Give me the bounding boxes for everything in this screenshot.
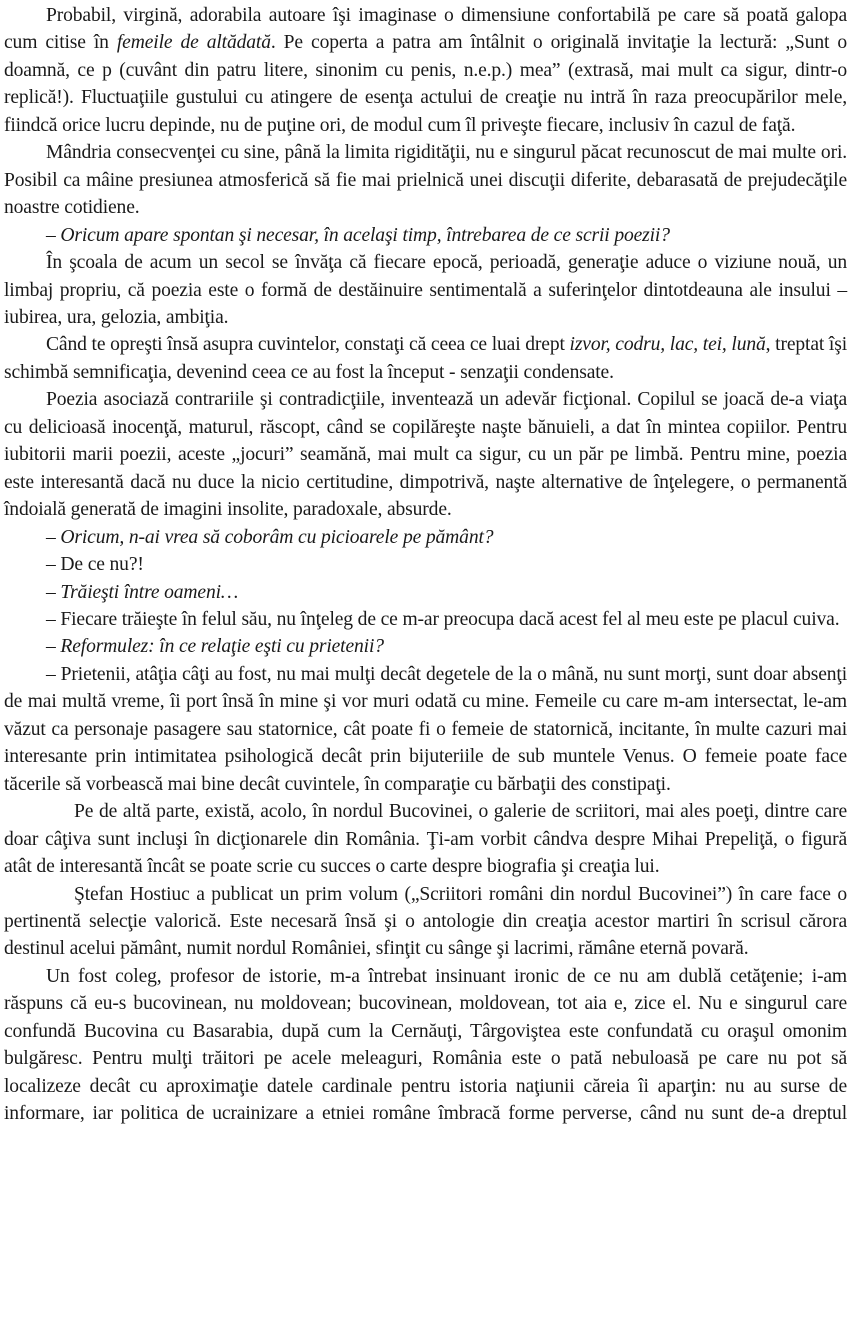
paragraph-text: – De ce nu?! — [46, 554, 144, 576]
document-page — [4, 2, 847, 1128]
body-paragraph — [4, 606, 847, 633]
body-paragraph — [4, 551, 847, 578]
paragraph-text: Poezia asociază contrariile şi contradicţiile, inventează un adevăr ficţional. Copilul se joacă de-a viaţa cu delicioasă inocenţă, maturul, răscopt, când se copilăreşte naşte bănuieli, a dat în mintea copiilor. Pentru iubitorii marii poezii, aceste „jocuri” seamănă, mai mult ca sigur, cu un păr pe limbă. Pentru mine, poezia este interesantă dacă nu duce la nicio certitudine, dimpotrivă, naşte alternative de înţelegere, o permanentă îndoială generată de imagini insolite, paradoxale, absurde. — [4, 389, 847, 521]
interview-question — [4, 222, 847, 249]
paragraph-text: – Prietenii, atâţia câţi au fost, nu mai mulţi decât degetele de la o mână, nu sunt morţi, sunt doar absenţi de mai multă vreme, îi port însă în mine şi vor muri odată cu mine. Femeile cu care m-am intersectat, le-am văzut ca personaje pasagere sau statornice, cât poate fi o femeie de statornică, incitante, în multe cazuri mai interesante prin intimitatea psihologică decât prin bijuteriile de sub muntele Venus. O femeie poate face tăcerile să vorbească mai bine decât cuvintele, în comparaţie cu bărbaţii des constipaţi. — [4, 663, 847, 795]
interview-question — [4, 524, 847, 551]
body-paragraph — [4, 963, 847, 1128]
italic-text: Oricum, n-ai vrea să coborâm cu picioarele pe pământ? — [60, 526, 494, 548]
body-paragraph — [4, 2, 847, 139]
paragraph-text: Mândria consecvenţei cu sine, până la limita rigidităţii, nu e singurul păcat recunoscut de mai multe ori. Posibil ca mâine presiunea atmosferică să fie mai prielnică unei discuţii diferite, debarasată de prejudecăţile noastre cotidiene. — [4, 142, 847, 219]
paragraph-text: Un fost coleg, profesor de istorie, m-a întrebat insinuant ironic de ce nu am dublă cetăţenie; i-am răspuns că eu-s bucovinean, nu moldovean; bucovinean, moldovean, tot aia e, zice el. Nu e singurul care confundă Bucovina cu Basarabia, după cum la Cernăuţi, Târgoviştea este confundată cu oraşul omonim bulgăresc. Pentru mulţi trăitori pe acele meleaguri, România este o pată nebuloasă pe care nu pot să localizeze decât cu aproximaţie datele cardinale pentru istoria naţiunii căreia îi aparţin: nu au surse de informare, iar politica de ucrainizare a etniei române îmbracă forme perverse, când nu sunt de-a dreptul — [4, 965, 847, 1125]
paragraph-text: Când te opreşti însă asupra cuvintelor, constaţi că ceea ce luai drept — [46, 334, 570, 356]
body-paragraph — [4, 249, 847, 331]
italic-text: Reformulez: în ce relaţie eşti cu prietenii? — [60, 636, 384, 658]
paragraph-text: – — [46, 526, 61, 548]
paragraph-text: – Fiecare trăieşte în felul său, nu înţeleg de ce m-ar preocupa dacă acest fel al meu este pe placul cuiva. — [46, 608, 840, 630]
body-paragraph — [4, 139, 847, 221]
paragraph-text: Ştefan Hostiuc a publicat un prim volum („Scriitori români din nordul Bucovinei”) în care face o pertinentă selecţie valorică. Este necesară însă şi o antologie din creaţia acestor martiri în scrisul cărora destinul acelui pământ, numit nordul României, sfinţit cu sânge şi lacrimi, rămâne eternă povară. — [4, 883, 847, 960]
italic-text: Trăieşti între oameni… — [60, 581, 239, 603]
interview-question — [4, 633, 847, 660]
paragraph-text: – — [46, 581, 61, 603]
italic-text: femeile de altădată — [116, 32, 271, 54]
paragraph-text: Pe de altă parte, există, acolo, în nordul Bucovinei, o galerie de scriitori, mai ales poeţi, dintre care doar câţiva sunt incluşi în dicţionarele din România. Ţi-am vorbit cândva despre Mihai Prepeliţă, o figură atât de interesantă încât se poate scrie cu succes o carte despre biografia şi creaţia lui. — [4, 801, 847, 878]
body-paragraph — [4, 331, 847, 386]
body-paragraph — [4, 661, 847, 798]
paragraph-text: Probabil, virgină, adorabila autoare îşi imaginase o dimensiune confortabilă pe care să poată galopa cum citise în — [4, 5, 847, 54]
paragraph-text: , treptat îşi schimbă semnificaţia, devenind ceea ce au fost la început - senzaţii condensate. — [4, 334, 847, 383]
body-paragraph — [4, 386, 847, 523]
italic-text: Oricum apare spontan şi necesar, în acelaşi timp, întrebarea de ce scrii poezii? — [60, 224, 670, 246]
paragraph-text: – — [46, 224, 61, 246]
italic-text: izvor, codru, lac, tei, lună — [569, 334, 766, 356]
paragraph-text: În şcoala de acum un secol se învăţa că fiecare epocă, perioadă, generaţie aduce o viziune nouă, un limbaj propriu, că poezia este o formă de destăinuire sentimentală a suferinţelor dintotdeauna ale insului – iubirea, ura, gelozia, ambiţia. — [4, 252, 847, 328]
paragraph-text: . Pe coperta a patra am întâlnit o originală invitaţie la lectură: „Sunt o doamnă, ce p (cuvânt din patru litere, sinonim cu penis, n.e.p.) mea” (extrasă, mai mult ca sigur, dintr-o replică!). Fluctuaţiile gustului cu atingere de esenţa actului de creaţie nu intră în raza preocupărilor mele, fiindcă orice lucru depinde, nu de puţine ori, de modul cum îl priveşte fiecare, inclusiv în cazul de faţă. — [4, 32, 848, 136]
interview-question — [4, 579, 847, 606]
paragraph-text: – — [46, 636, 61, 658]
body-paragraph — [4, 881, 847, 963]
body-paragraph — [4, 798, 847, 880]
